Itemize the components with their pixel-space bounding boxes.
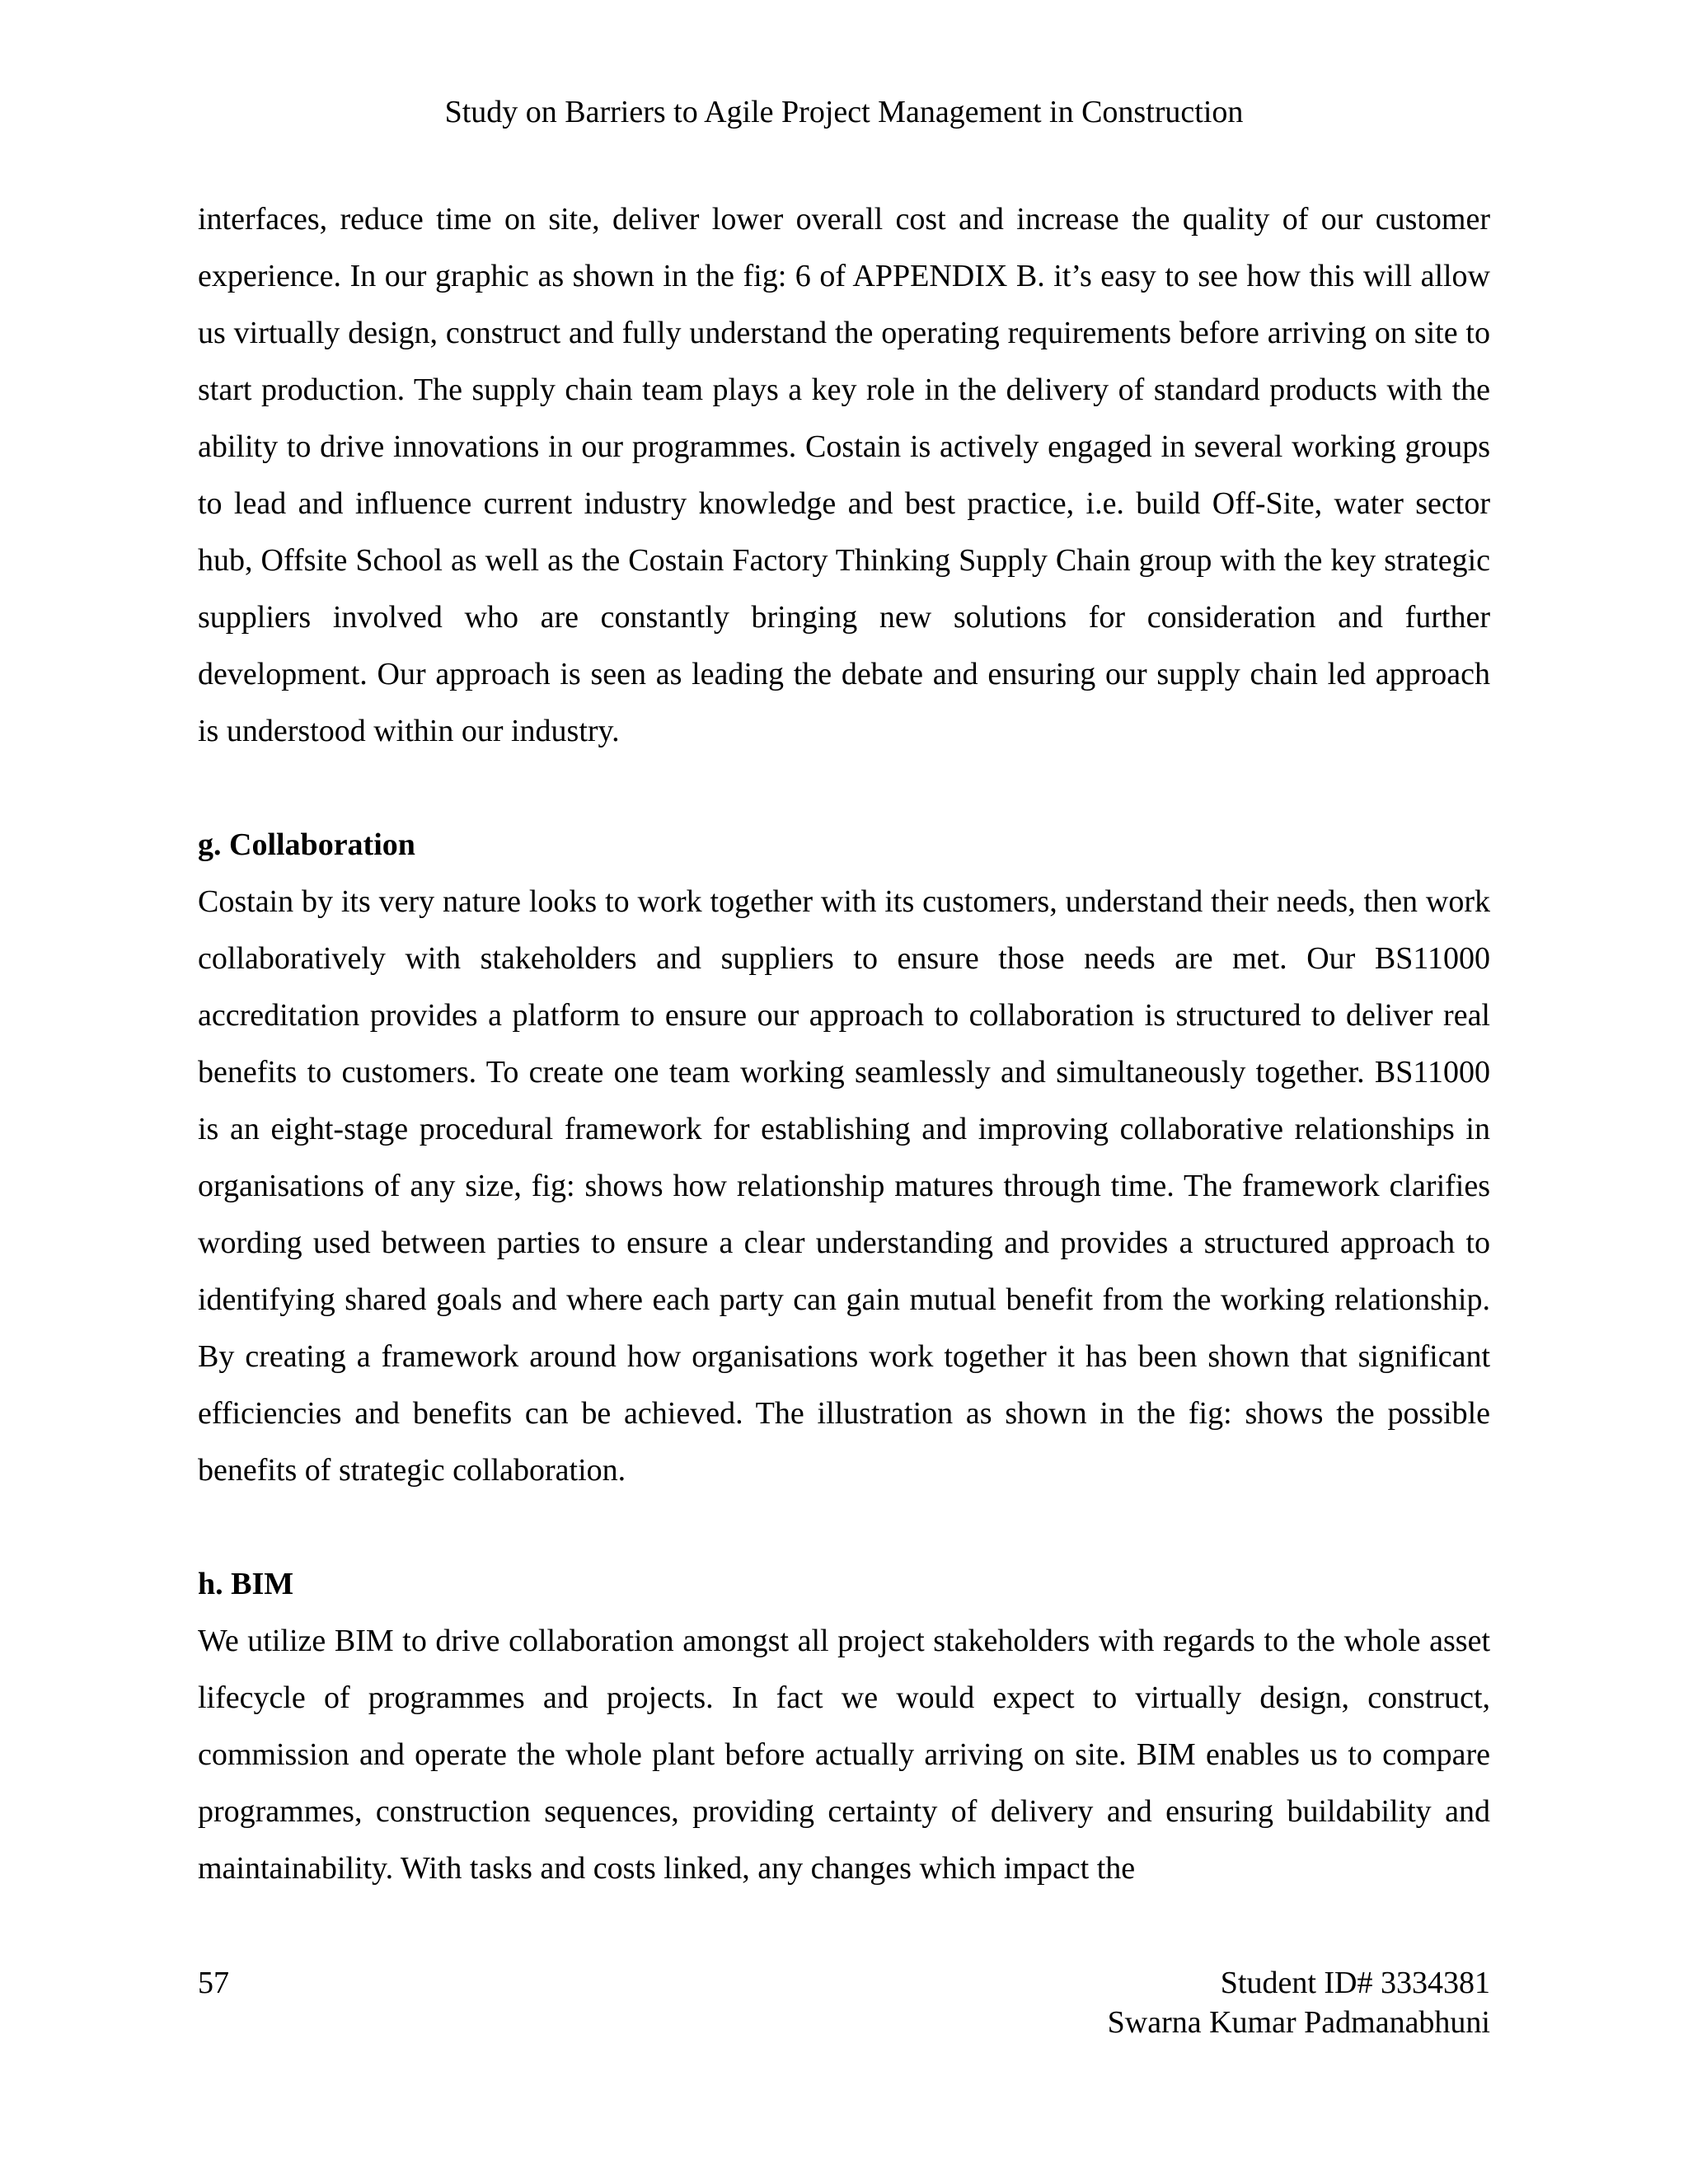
page-number: 57 <box>198 1966 229 2000</box>
section-spacer <box>198 760 1490 817</box>
document-title: Study on Barriers to Agile Project Management in Construction <box>444 95 1244 129</box>
author-name: Swarna Kumar Padmanabhuni <box>1107 2005 1490 2040</box>
bim-paragraph: We utilize BIM to drive collaboration amongst all project stakeholders with regards to the whole asset lifecycle of programmes and projects. In fact we would expect to virtually design, construct, commission and operate the whole plant before actually arriving on site. BIM enables us to compare programmes, construction sequences, providing certainty of delivery and ensuring buildability and maintainability. With tasks and costs linked, any changes which impact the <box>198 1624 1490 1886</box>
collaboration-paragraph: Costain by its very nature looks to work together with its customers, understand their needs, then work collaboratively with stakeholders and suppliers to ensure those needs are met. Our BS11000 accreditation provides a platform to ensure our approach to collaboration is structured to deliver real benefits to customers. To create one team working seamlessly and simultaneously together. BS11000 is an eight-stage procedural framework for establishing and improving collaborative relationships in organisations of any size, fig: shows how relationship matures through time. The framework clarifies wording used between parties to ensure a clear understanding and provides a structured approach to identifying shared goals and where each party can gain mutual benefit from the working relationship. By creating a framework around how organisations work together it has been shown that significant efficiencies and benefits can be achieved. The illustration as shown in the fig: shows the possible benefits of strategic collaboration. <box>198 884 1490 1488</box>
intro-paragraph: interfaces, reduce time on site, deliver lower overall cost and increase the quality of our customer experience. In our graphic as shown in the fig: 6 of APPENDIX B. it’s easy to see how this will allow us virtually design, construct and fully understand the operating requirements before arriving on site to start production. The supply chain team plays a key role in the delivery of standard products with the ability to drive innovations in our programmes. Costain is actively engaged in several working groups to lead and influence current industry knowledge and best practice, i.e. build Off-Site, water sector hub, Offsite School as well as the Costain Factory Thinking Supply Chain group with the key strategic suppliers involved who are constantly bringing new solutions for consideration and further development. Our approach is seen as leading the debate and ensuring our supply chain led approach is understood within our industry. <box>198 202 1490 748</box>
collaboration-heading: g. Collaboration <box>198 827 415 862</box>
section-spacer <box>198 1499 1490 1556</box>
bim-heading: h. BIM <box>198 1567 294 1601</box>
author-block <box>1108 1963 1490 2042</box>
student-id: Student ID# 3334381 <box>1220 1966 1490 2000</box>
running-header <box>0 92 1688 132</box>
page-body <box>198 191 1490 1897</box>
